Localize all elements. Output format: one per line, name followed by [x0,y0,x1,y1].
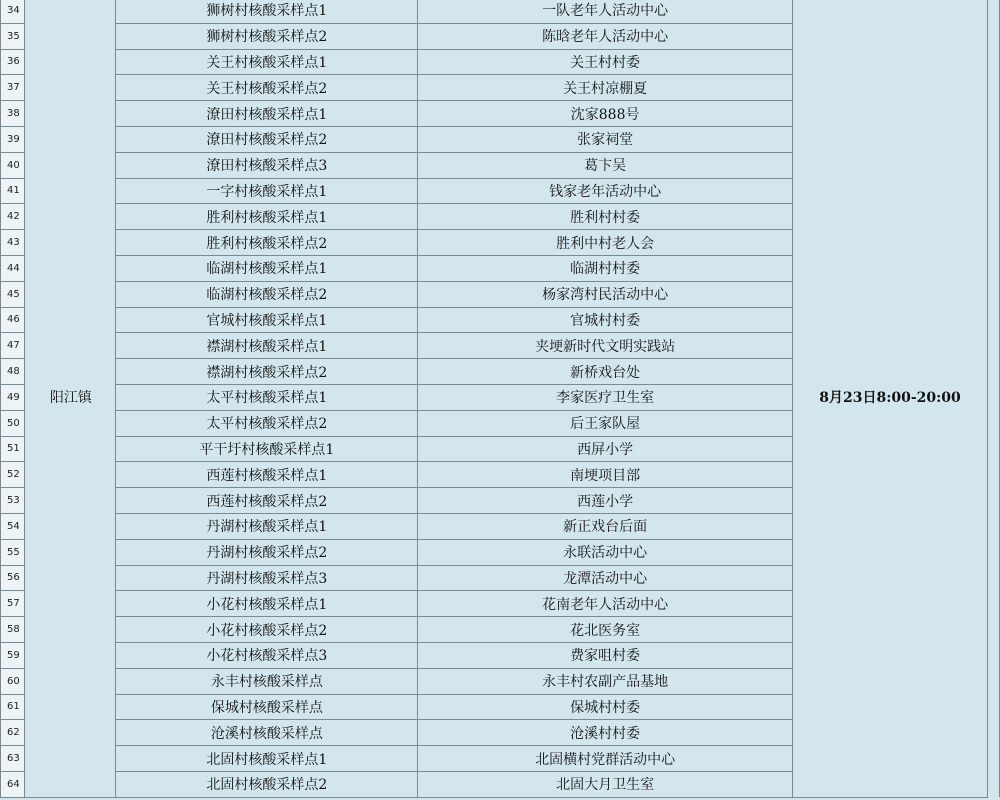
site-name-cell[interactable]: 潦田村核酸采样点2 [116,126,418,152]
empty-cell[interactable] [988,436,1000,462]
location-cell[interactable]: 花北医务室 [418,617,792,643]
row-number-header[interactable]: 54 [1,513,25,539]
empty-cell[interactable] [988,359,1000,385]
site-name-cell[interactable]: 北固村核酸采样点1 [116,746,418,772]
empty-cell[interactable] [988,617,1000,643]
location-cell[interactable]: 葛卞吴 [418,152,792,178]
location-cell[interactable]: 一队老年人活动中心 [418,0,792,23]
empty-cell[interactable] [988,230,1000,256]
row-number-header[interactable]: 48 [1,359,25,385]
site-name-cell[interactable]: 西莲村核酸采样点2 [116,488,418,514]
site-name-cell[interactable]: 襟湖村核酸采样点2 [116,359,418,385]
empty-cell[interactable] [988,462,1000,488]
empty-cell[interactable] [988,23,1000,49]
row-number-header[interactable]: 57 [1,591,25,617]
row-number-header[interactable]: 41 [1,178,25,204]
location-cell[interactable]: 钱家老年活动中心 [418,178,792,204]
location-cell[interactable]: 胜利中村老人会 [418,230,792,256]
time-cell[interactable]: 8月23日8:00-20:00 [792,0,987,797]
site-name-cell[interactable]: 北固村核酸采样点2 [116,771,418,797]
empty-cell[interactable] [988,384,1000,410]
empty-cell[interactable] [988,101,1000,127]
empty-cell[interactable] [988,126,1000,152]
empty-cell[interactable] [988,488,1000,514]
location-cell[interactable]: 官城村村委 [418,307,792,333]
location-cell[interactable]: 新桥戏台处 [418,359,792,385]
site-name-cell[interactable]: 关王村核酸采样点2 [116,75,418,101]
location-cell[interactable]: 胜利村村委 [418,204,792,230]
empty-cell[interactable] [988,410,1000,436]
row-number-header[interactable]: 59 [1,642,25,668]
site-name-cell[interactable]: 官城村核酸采样点1 [116,307,418,333]
location-cell[interactable]: 张家祠堂 [418,126,792,152]
row-number-header[interactable]: 64 [1,771,25,797]
row-number-header[interactable]: 35 [1,23,25,49]
site-name-cell[interactable]: 太平村核酸采样点1 [116,384,418,410]
table-row [1,0,1000,23]
row-number-header[interactable]: 50 [1,410,25,436]
empty-cell[interactable] [988,281,1000,307]
empty-cell[interactable] [988,307,1000,333]
site-name-cell[interactable]: 临湖村核酸采样点1 [116,255,418,281]
site-name-cell[interactable]: 小花村核酸采样点2 [116,617,418,643]
empty-cell[interactable] [988,152,1000,178]
site-name-cell[interactable]: 丹湖村核酸采样点1 [116,513,418,539]
location-cell[interactable]: 沧溪村村委 [418,720,792,746]
site-name-cell[interactable]: 西莲村核酸采样点1 [116,462,418,488]
town-cell[interactable]: 阳江镇 [24,0,115,797]
empty-cell[interactable] [988,591,1000,617]
site-name-cell[interactable]: 太平村核酸采样点2 [116,410,418,436]
location-cell[interactable]: 南埂项目部 [418,462,792,488]
site-name-cell[interactable]: 小花村核酸采样点3 [116,642,418,668]
row-number-header[interactable]: 61 [1,694,25,720]
empty-cell[interactable] [988,178,1000,204]
row-number-header[interactable]: 34 [1,0,25,23]
empty-cell[interactable] [988,565,1000,591]
site-name-cell[interactable]: 胜利村核酸采样点2 [116,230,418,256]
empty-cell[interactable] [988,539,1000,565]
row-number-header[interactable]: 51 [1,436,25,462]
site-name-cell[interactable]: 小花村核酸采样点1 [116,591,418,617]
location-cell[interactable]: 沈家888号 [418,101,792,127]
row-number-header[interactable]: 58 [1,617,25,643]
empty-cell[interactable] [988,746,1000,772]
location-cell[interactable]: 永丰村农副产品基地 [418,668,792,694]
site-name-cell[interactable]: 狮树村核酸采样点1 [116,0,418,23]
empty-cell[interactable] [988,642,1000,668]
location-cell[interactable]: 花南老年人活动中心 [418,591,792,617]
row-number-header[interactable]: 36 [1,49,25,75]
row-number-header[interactable]: 37 [1,75,25,101]
row-number-header[interactable]: 49 [1,384,25,410]
location-cell[interactable]: 后王家队屋 [418,410,792,436]
table-body [1,0,1000,797]
location-cell[interactable]: 李家医疗卫生室 [418,384,792,410]
location-cell[interactable]: 永联活动中心 [418,539,792,565]
row-number-header[interactable]: 38 [1,101,25,127]
site-name-cell[interactable]: 潦田村核酸采样点3 [116,152,418,178]
empty-cell[interactable] [988,668,1000,694]
location-cell[interactable]: 临湖村村委 [418,255,792,281]
empty-cell[interactable] [988,255,1000,281]
location-cell[interactable]: 西屏小学 [418,436,792,462]
site-name-cell[interactable]: 狮树村核酸采样点2 [116,23,418,49]
site-name-cell[interactable]: 永丰村核酸采样点 [116,668,418,694]
row-number-header[interactable]: 42 [1,204,25,230]
location-cell[interactable]: 关王村凉棚夏 [418,75,792,101]
location-cell[interactable]: 北固横村党群活动中心 [418,746,792,772]
site-name-cell[interactable]: 关王村核酸采样点1 [116,49,418,75]
row-number-header[interactable]: 43 [1,230,25,256]
row-number-header[interactable]: 46 [1,307,25,333]
empty-cell[interactable] [988,49,1000,75]
location-cell[interactable]: 保城村村委 [418,694,792,720]
location-cell[interactable]: 北固大月卫生室 [418,771,792,797]
row-number-header[interactable]: 62 [1,720,25,746]
empty-cell[interactable] [988,75,1000,101]
site-name-cell[interactable]: 沧溪村核酸采样点 [116,720,418,746]
empty-cell[interactable] [988,333,1000,359]
empty-cell[interactable] [988,771,1000,797]
location-cell[interactable]: 新正戏台后面 [418,513,792,539]
empty-cell[interactable] [988,720,1000,746]
row-number-header[interactable]: 55 [1,539,25,565]
location-cell[interactable]: 关王村村委 [418,49,792,75]
site-name-cell[interactable]: 胜利村核酸采样点1 [116,204,418,230]
row-number-header[interactable]: 63 [1,746,25,772]
location-cell[interactable]: 西莲小学 [418,488,792,514]
site-name-cell[interactable]: 丹湖村核酸采样点3 [116,565,418,591]
row-number-header[interactable]: 47 [1,333,25,359]
location-cell[interactable]: 杨家湾村民活动中心 [418,281,792,307]
site-name-cell[interactable]: 一字村核酸采样点1 [116,178,418,204]
empty-cell[interactable] [988,694,1000,720]
row-number-header[interactable]: 52 [1,462,25,488]
row-number-header[interactable]: 60 [1,668,25,694]
row-number-header[interactable]: 39 [1,126,25,152]
row-number-header[interactable]: 40 [1,152,25,178]
site-name-cell[interactable]: 丹湖村核酸采样点2 [116,539,418,565]
location-cell[interactable]: 夹埂新时代文明实践站 [418,333,792,359]
site-name-cell[interactable]: 平干圩村核酸采样点1 [116,436,418,462]
row-number-header[interactable]: 44 [1,255,25,281]
site-name-cell[interactable]: 保城村核酸采样点 [116,694,418,720]
empty-cell[interactable] [988,0,1000,23]
location-cell[interactable]: 陈晗老年人活动中心 [418,23,792,49]
location-cell[interactable]: 费家咀村委 [418,642,792,668]
location-cell[interactable]: 龙潭活动中心 [418,565,792,591]
empty-cell[interactable] [988,513,1000,539]
row-number-header[interactable]: 45 [1,281,25,307]
site-name-cell[interactable]: 临湖村核酸采样点2 [116,281,418,307]
site-name-cell[interactable]: 潦田村核酸采样点1 [116,101,418,127]
site-name-cell[interactable]: 襟湖村核酸采样点1 [116,333,418,359]
empty-cell[interactable] [988,204,1000,230]
row-number-header[interactable]: 53 [1,488,25,514]
row-number-header[interactable]: 56 [1,565,25,591]
